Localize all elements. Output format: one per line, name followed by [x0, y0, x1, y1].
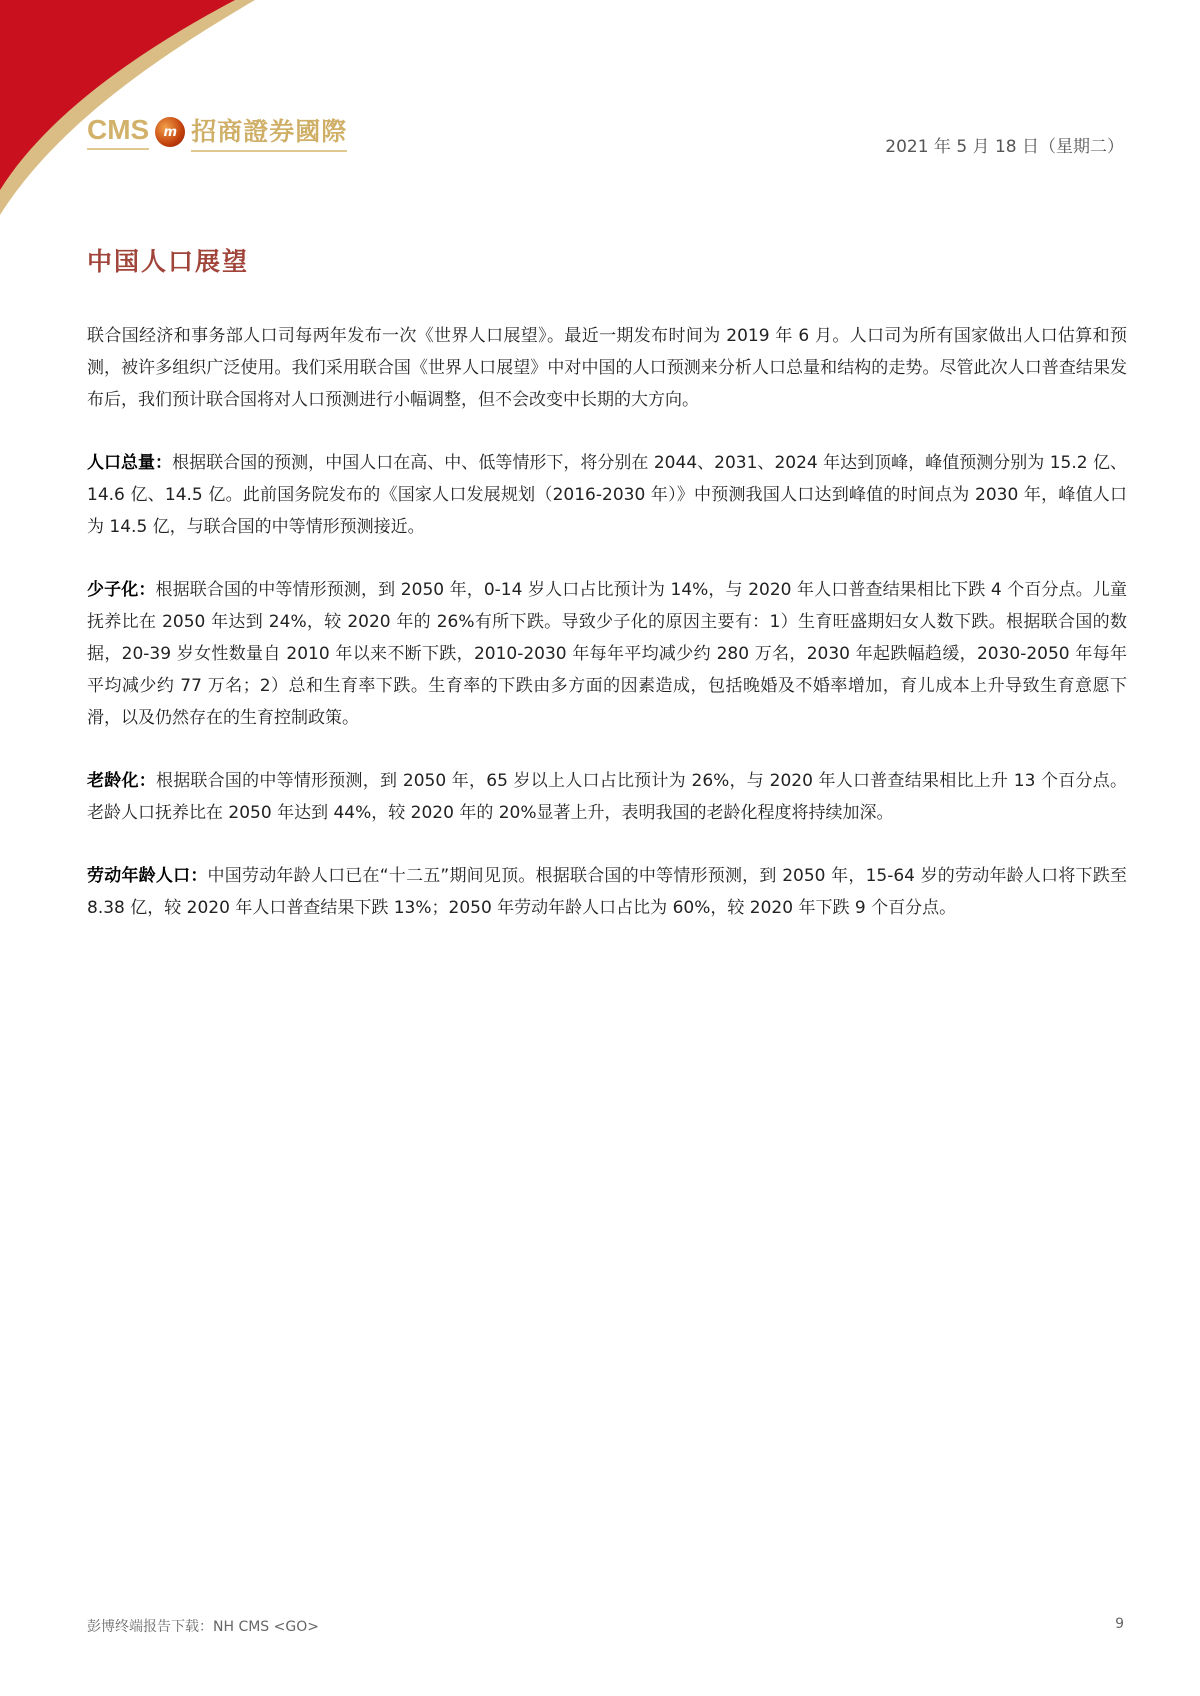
paragraph-label: 劳动年龄人口：	[87, 866, 208, 886]
paragraph-total-population	[87, 447, 1127, 543]
paragraph-intro	[87, 320, 1127, 416]
company-logo	[87, 112, 347, 152]
paragraph-label: 少子化：	[87, 580, 156, 600]
paragraph-working-age	[87, 860, 1127, 924]
section-title: 中国人口展望	[87, 247, 250, 276]
paragraph-text: 根据联合国的中等情形预测，到 2050 年，65 岁以上人口占比预计为 26%，与 2020 年人口普查结果相比上升 13 个百分点。老龄人口抚养比在 2050 年达到 44%，较 2020 年的 20%显著上升，表明我国的老龄化程度将持续加深。	[87, 771, 1128, 823]
logo-text-en: CMS	[87, 114, 149, 150]
logo-mark-icon: m	[155, 117, 185, 147]
page-number: 9	[1115, 1616, 1124, 1632]
logo-text-cn: 招商證券國際	[191, 112, 347, 152]
paragraph-text: 联合国经济和事务部人口司每两年发布一次《世界人口展望》。最近一期发布时间为 2019 年 6 月。人口司为所有国家做出人口估算和预测，被许多组织广泛使用。我们采用联合国《世界人口展望》中对中国的人口预测来分析人口总量和结构的走势。尽管此次人口普查结果发布后，我们预计联合国将对人口预测进行小幅调整，但不会改变中长期的大方向。	[87, 326, 1127, 410]
paragraph-low-fertility	[87, 574, 1127, 734]
paragraph-label: 人口总量：	[87, 453, 173, 473]
report-body	[87, 320, 1127, 955]
footer-source: 彭博终端报告下载：NH CMS <GO>	[87, 1619, 319, 1635]
paragraph-text: 根据联合国的中等情形预测，到 2050 年，0-14 岁人口占比预计为 14%，与 2020 年人口普查结果相比下跌 4 个百分点。儿童抚养比在 2050 年达到 24%，较 2020 年的 26%有所下跌。导致少子化的原因主要有：1）生育旺盛期妇女人数下跌。根据联合国的数据，20-39 岁女性数量自 2010 年以来不断下跌，2010-2030 年每年平均减少约 280 万名，2030 年起跌幅趋缓，2030-2050 年每年平均减少约 77 万名；2）总和生育率下跌。生育率的下跌由多方面的因素造成，包括晚婚及不婚率增加，育儿成本上升导致生育意愿下滑，以及仍然存在的生育控制政策。	[87, 580, 1127, 728]
paragraph-aging	[87, 765, 1127, 829]
paragraph-label: 老龄化：	[87, 771, 156, 791]
paragraph-text: 根据联合国的预测，中国人口在高、中、低等情形下，将分别在 2044、2031、2024 年达到顶峰，峰值预测分别为 15.2 亿、14.6 亿、14.5 亿。此前国务院发布的《国家人口发展规划（2016-2030 年）》中预测我国人口达到峰值的时间点为 2030 年，峰值人口为 14.5 亿，与联合国的中等情形预测接近。	[87, 453, 1128, 537]
paragraph-text: 中国劳动年龄人口已在“十二五”期间见顶。根据联合国的中等情形预测，到 2050 年，15-64 岁的劳动年龄人口将下跌至 8.38 亿，较 2020 年人口普查结果下跌 13%；2050 年劳动年龄人口占比为 60%，较 2020 年下跌 9 个百分点。	[87, 866, 1127, 918]
report-date: 2021 年 5 月 18 日（星期二）	[885, 137, 1124, 157]
